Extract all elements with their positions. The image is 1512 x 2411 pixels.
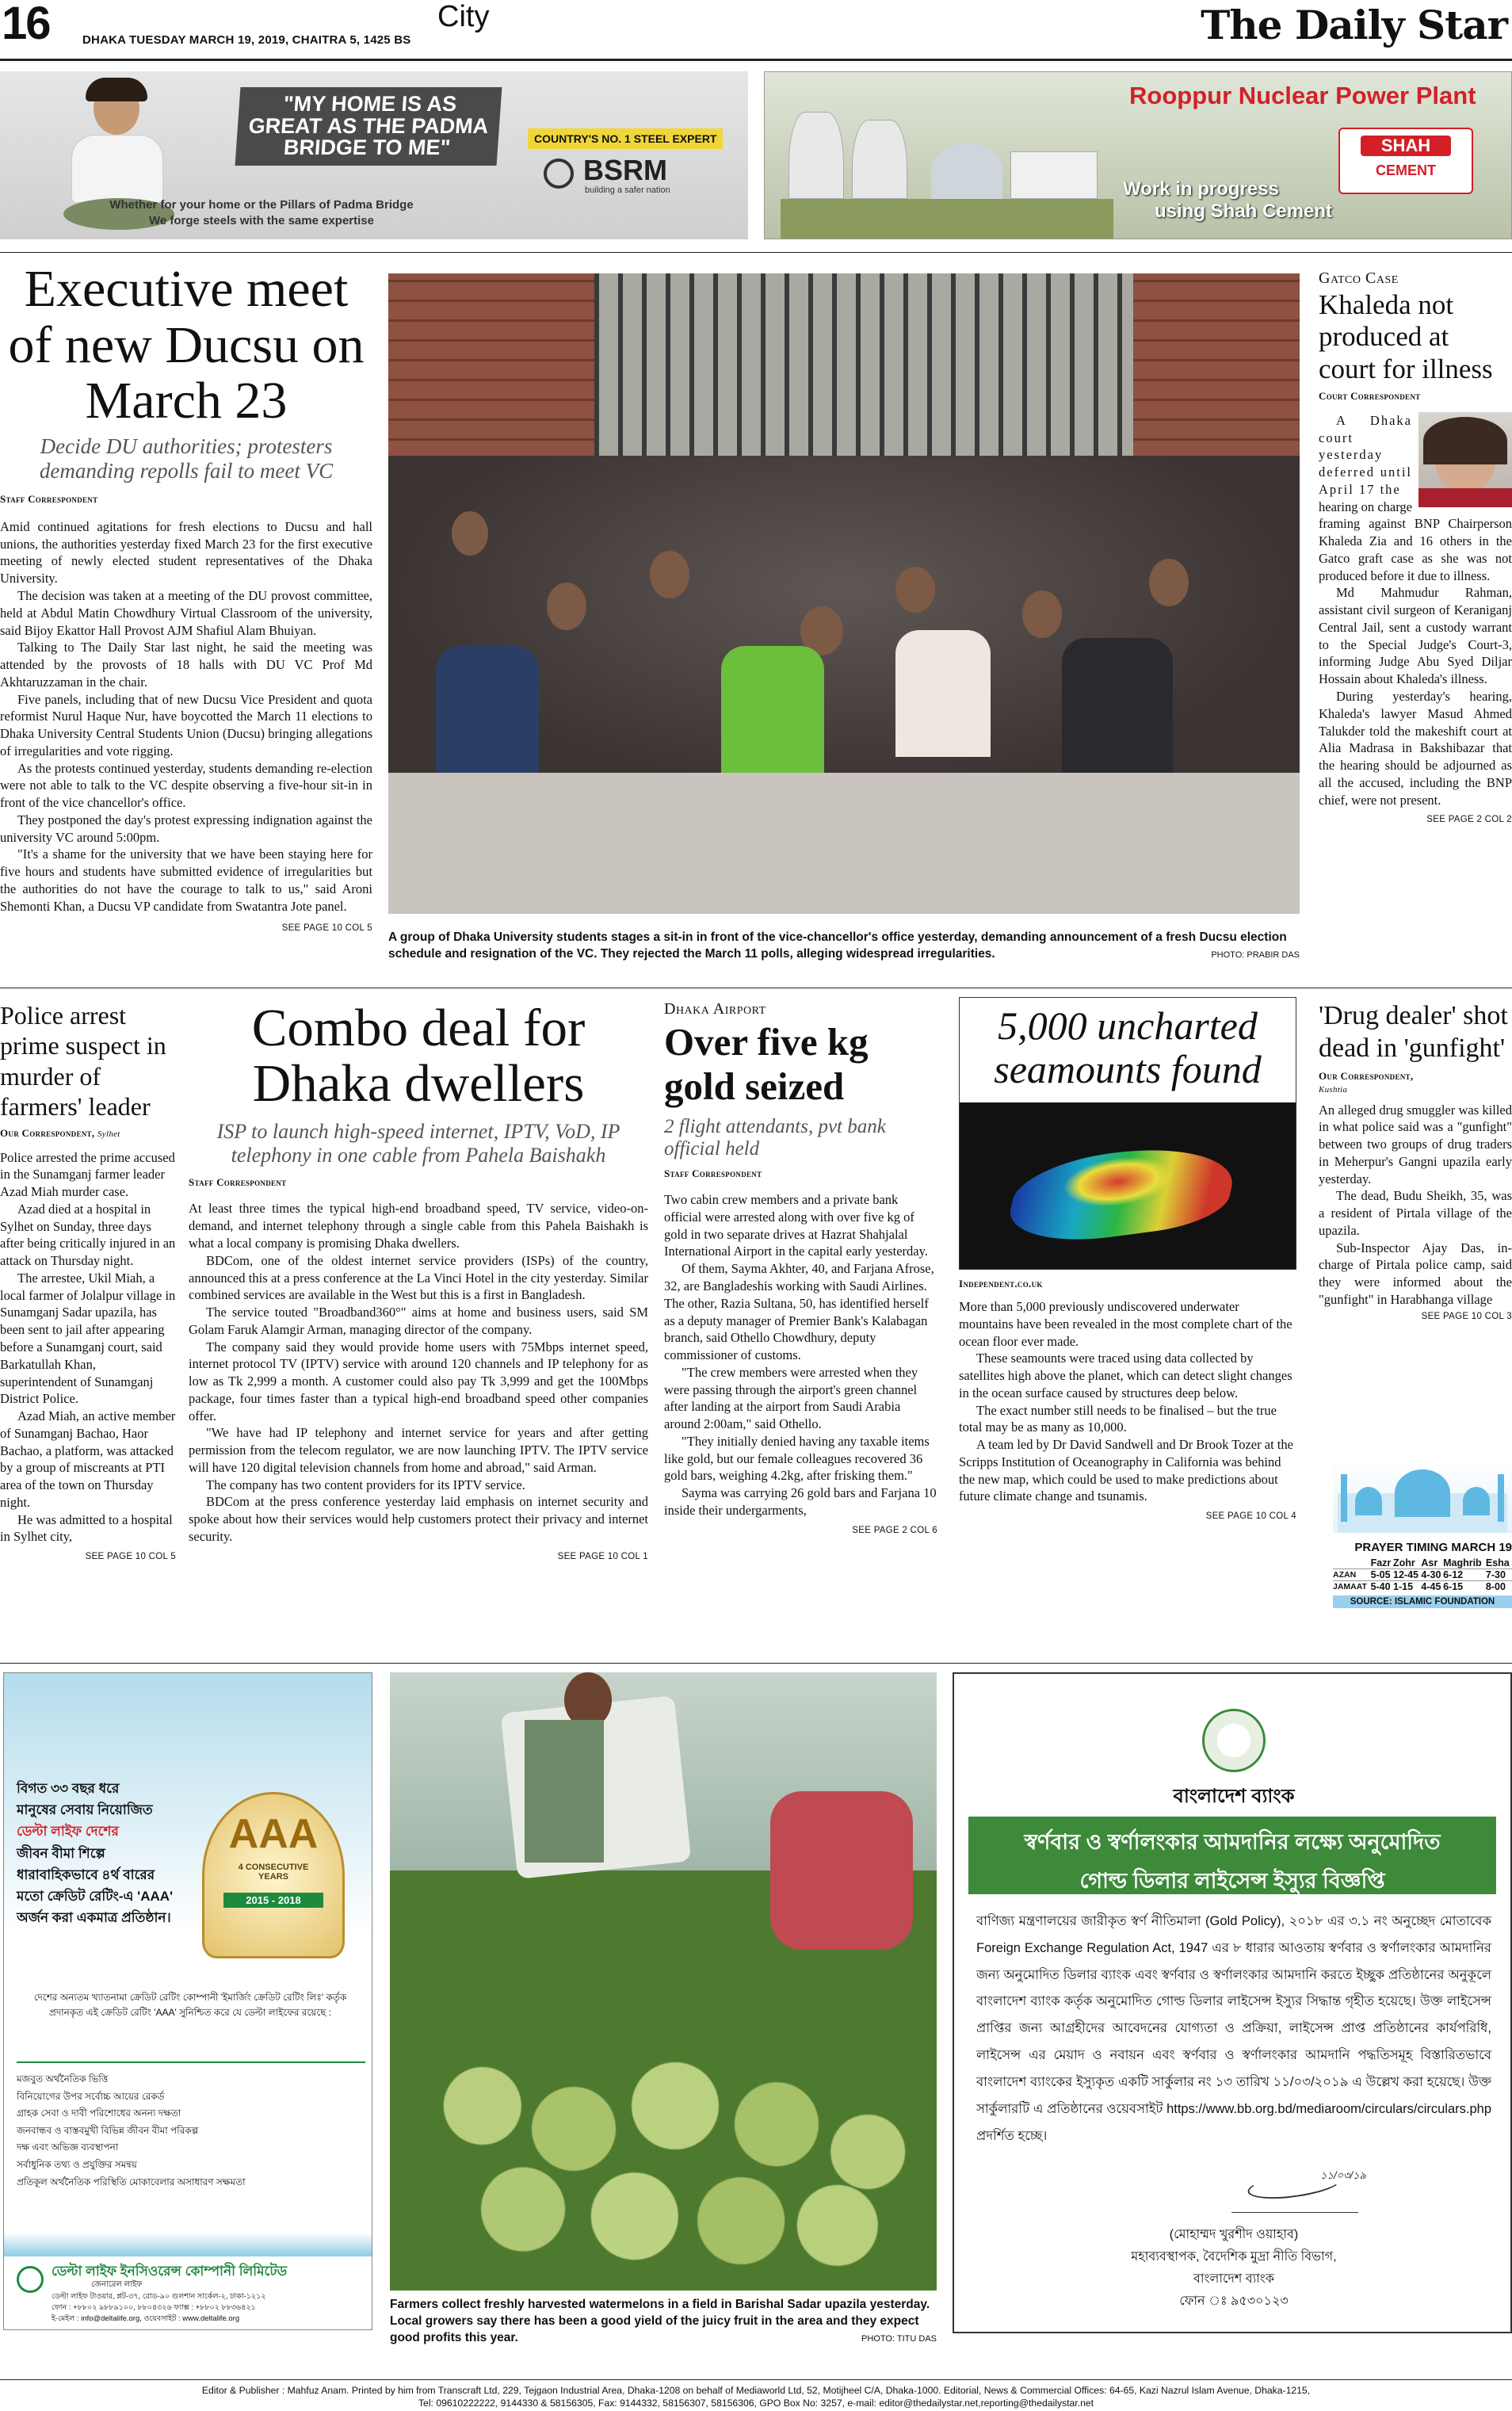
seamounts-headline[interactable]: 5,000 uncharted seamounts found — [994, 1003, 1262, 1091]
imprint-line-1: Editor & Publisher : Mahfuz Anam. Printed by him from Transcraft Ltd, 229, Tejgaon Industrial Area, Dhaka-1208 on behalf of Mediaworld Ltd, 52, Motijheel C/A, Dhaka-1000. Editorial, News & Commercial Offices: 64-65, Kazi Nazrul Islam Avenue, Dhaka-1215, — [201, 2385, 1311, 2396]
lead-paragraph: As the protests continued yesterday, students demanding re-election were not able to talk to the VC despite observing a five-hour sit-in in front of the vice chancellor's office. — [0, 760, 372, 811]
lead-photo-caption — [388, 930, 1300, 963]
combo-body — [189, 1200, 648, 1545]
delta-headline: বিগত ৩৩ বছর ধরে মানুষের সেবায় নিয়োজিত ডেল্টা লাইফ দেশের জীবন বীমা শিল্পে ধারাবাহিকভাবে ৪র্থ বারের মতো ক্রেডিট রেটিং-এ 'AAA' অর্জন করা একমাত্র প্রতিষ্ঠান। — [17, 1781, 174, 1926]
khaleda-body — [1319, 412, 1512, 809]
prayer-time: 4-45 — [1421, 1581, 1441, 1592]
combo-paragraph: The company has two content providers for its IPTV service. — [206, 1477, 525, 1492]
delta-intro: দেশের অন্যতম খ্যাতনামা ক্রেডিট রেটিং কোম্পানী 'ইমার্জিং ক্রেডিট রেটিং লিঃ' কর্তৃক প্রদানকৃত এই ক্রেডিট রেটিং 'AAA' সুনিশ্চিত করে যে ডেল্টা লাইফের রয়েছে : — [33, 1992, 347, 2019]
bangladesh-bank-notice[interactable] — [953, 1672, 1512, 2333]
lead-story — [0, 262, 372, 975]
police-paragraph: The arrestee, Ukil Miah, a local farmer of Jolalpur village in Sunamganj Sadar upazila, has been sent to jail after appearing before a Sunamganj court, said Barkatullah Khan, superintendent of Sunamganj District Police. — [0, 1270, 176, 1407]
imprint-line-2: Tel: 09610222222, 9144330 & 58156305, Fax: 9144332, 58156307, 58156306, GPO Box No: 3257, e-mail: editor@thedailystar.net,reporting@thedailystar.net — [418, 2398, 1094, 2409]
seamounts-continue[interactable]: SEE PAGE 10 COL 4 — [1205, 1511, 1296, 1522]
drug-continue[interactable]: SEE PAGE 10 COL 3 — [1421, 1311, 1512, 1321]
bsrm-footer-2: We forge steels with the same expertise — [149, 214, 374, 227]
prayer-header: Asr — [1421, 1557, 1438, 1568]
drug-paragraph: An alleged drug smuggler was killed in what police said was a "gunfight" between two groups of drug traders in Meherpur's Gangni upazila early yesterday. — [1319, 1102, 1512, 1186]
bsrm-logo: BSRM building a safer nation — [544, 155, 702, 195]
seamounts-body — [959, 1298, 1296, 1505]
mosque-icon — [1333, 1458, 1512, 1533]
watermelon-photo — [390, 1672, 937, 2291]
lead-photo — [388, 273, 1300, 914]
bb-emblem-icon — [1202, 1709, 1266, 1772]
bsrm-badge: COUNTRY'S NO. 1 STEEL EXPERT — [528, 128, 723, 149]
combo-paragraph: The company said they would provide home users with 75Mbps internet speed, internet protocol TV (IPTV) service with around 120 channels and IP telephony for as low as Tk 2,999 a month. A customer could also pay Tk 3,999 and get the 100Mbps package, four times faster than a typical high-end broadband speed other companies offer. — [189, 1339, 648, 1423]
seamounts-paragraph: More than 5,000 previously undiscovered underwater mountains have been revealed in the most complete chart of the ocean floor ever made. — [959, 1299, 1292, 1349]
seamounts-source: Independent.co.uk — [959, 1278, 1043, 1290]
delta-water — [4, 2233, 372, 2256]
prayer-time: 8-00 — [1485, 1581, 1506, 1592]
police-story — [0, 1000, 176, 1634]
prayer-time: 6-12 — [1443, 1569, 1464, 1580]
khaleda-paragraph: hearing on charge framing against BNP Chairperson Khaleda Zia and 16 others in the Gatco graft case as she was not produced before it due to illness. — [1319, 499, 1512, 583]
bb-signature: ১১/০৩/১৯ — [1231, 2165, 1358, 2213]
drug-byline: Our Correspondent, Kushtia — [1319, 1069, 1414, 1095]
drug-paragraph: Sub-Inspector Ajay Das, in-charge of Pirtala police camp, said they were informed about the "gunfight" in Harabhanga village — [1319, 1240, 1512, 1308]
lead-paragraph: "It's a shame for the university that we have been staying here for five hours and students have submitted evidence of irregularities but the authorities do not have the courage to talk to us," said Aroni Shemonti Khan, a Ducsu VP candidate from Swatantra Jote panel. — [0, 846, 372, 914]
gold-headline[interactable]: Over five kg gold seized — [664, 1020, 869, 1109]
khaleda-paragraph-lead: A Dhaka court yesterday deferred until April 17 the — [1319, 412, 1412, 497]
delta-logo-icon — [17, 2266, 44, 2293]
khaleda-portrait — [1418, 412, 1512, 507]
lead-paragraph: Amid continued agitations for fresh elections to Ducsu and hall unions, the authorities yesterday fixed March 23 for the first executive meeting of newly elected student representatives of the Dhaka University. — [0, 518, 372, 587]
lead-subhead: Decide DU authorities; protesters demanding repolls fail to meet VC — [39, 434, 334, 483]
gold-paragraph: Two cabin crew members and a private bank official were arrested along with over five kg of gold in two separate drives at Hazrat Shahjalal International Airport in the capital early yesterday. — [664, 1192, 928, 1259]
bsrm-ad-model — [55, 78, 182, 236]
combo-paragraph: BDCom, one of the oldest internet service providers (ISPs) of the country, announced this at a press conference at the La Vinci Hotel in the city yesterday. Similar combined services are available in the West but this is a first in Bangladesh. — [189, 1252, 648, 1303]
combo-continue[interactable]: SEE PAGE 10 COL 1 — [557, 1551, 648, 1561]
dateline: DHAKA TUESDAY MARCH 19, 2019, CHAITRA 5, 1425 BS — [82, 33, 411, 47]
shah-cement-ad[interactable] — [764, 71, 1512, 239]
drug-paragraph: The dead, Budu Sheikh, 35, was a resident of Pirtala village of the upazila. — [1319, 1188, 1512, 1238]
prayer-source: SOURCE: ISLAMIC FOUNDATION — [1333, 1595, 1512, 1608]
lead-body — [0, 518, 372, 915]
masthead — [0, 0, 1512, 62]
drug-story — [1319, 1000, 1512, 1444]
prayer-title: PRAYER TIMING MARCH 19 — [1354, 1541, 1512, 1554]
shah-logo: SHAH CEMENT — [1338, 128, 1473, 194]
prayer-time: 12-45 — [1393, 1569, 1418, 1580]
gold-paragraph: "They initially denied having any taxable items like gold, but our female colleagues recovered 36 gold bars, weighing 4.2kg, after frisking them." — [664, 1433, 930, 1484]
drug-body — [1319, 1102, 1512, 1309]
gold-paragraph: Of them, Sayma Akhter, 40, and Farjana Afrose, 32, are Bangladeshis working with Saudi Airlines. The other, Razia Sultana, 50, has identified herself as a deputy manager of Premier Bank's Kalabagan branch, said Othello Chowdhury, deputy commissioner of customs. — [664, 1261, 934, 1363]
watermelon-caption — [390, 2297, 937, 2347]
drug-headline[interactable]: 'Drug dealer' shot dead in 'gunfight' — [1319, 1001, 1508, 1063]
lead-paragraph: Five panels, including that of new Ducsu Vice President and quota reformist Nurul Haque Nur, have boycotted the March 11 elections to Dhaka University Central Students Union (Ducsu) bringing allegations of irregularities and vote rigging. — [0, 691, 372, 758]
gold-byline: Staff Correspondent — [664, 1167, 762, 1180]
prayer-time: 4-30 — [1421, 1569, 1441, 1580]
prayer-timing — [1333, 1458, 1512, 1652]
khaleda-kicker: Gatco Case — [1319, 269, 1399, 287]
lead-paragraph: They postponed the day's protest expressing indignation against the university VC around 5:00pm. — [0, 812, 372, 845]
seamounts-story — [959, 997, 1296, 1631]
page-number: 16 — [2, 0, 50, 49]
prayer-time: 1-15 — [1393, 1581, 1414, 1592]
seamount-map — [960, 1102, 1296, 1269]
lead-paragraph: Talking to The Daily Star last night, he said the meeting was attended by the provosts of 18 halls with DU VC Prof Md Akhtaruzzaman in the chair. — [0, 640, 372, 690]
bsrm-footer-1: Whether for your home or the Pillars of Padma Bridge — [109, 198, 414, 212]
lead-photo-credit: PHOTO: PRABIR DAS — [1211, 950, 1300, 960]
gold-story — [664, 1000, 937, 1634]
khaleda-headline[interactable]: Khaleda not produced at court for illness — [1319, 289, 1493, 384]
prayer-time: 5-40 — [1370, 1581, 1391, 1592]
prayer-header: Esha — [1485, 1557, 1510, 1568]
power-plant-illustration — [781, 96, 1113, 239]
police-paragraph: Azad Miah, an active member of Sunamganj Bachao, Haor Bachao, a platform, was attacked by a group of miscreants at PTI area of the town on Thursday night. — [0, 1408, 176, 1510]
aaa-badge: AAA 4 CONSECUTIVE YEARS 2015 - 2018 — [202, 1792, 345, 1958]
combo-story — [189, 1000, 648, 1634]
police-byline: Our Correspondent, Sylhet — [0, 1126, 120, 1139]
bb-body: বাণিজ্য মন্ত্রণালয়ের জারীকৃত স্বর্ণ নীতিমালা (Gold Policy), ২০১৮ এর ৩.১ নং অনুচ্ছেদ মোতাবেক Foreign Exchange Regulation Act, 1947 এর ৮ ধারার আওতায় স্বর্ণবার ও স্বর্ণালংকার আমদানির জন্য অনুমোদিত ডিলার ব্যাংক এবং স্বর্ণবার ও স্বর্ণালংকার আমদানি করতে ইচ্ছুক প্রতিষ্ঠানের অনুকূলে বাংলাদেশ ব্যাংক কর্তৃক অনুমোদিত গোল্ড ডিলার লাইসেন্স ইস্যুর সিদ্ধান্ত গৃহীত হয়েছে। উক্ত লাইসেন্স প্রাপ্তির জন্য আগ্রহীদের আবেদনের যোগ্যতা ও প্রক্রিয়া, লাইসেন্স প্রাপ্ত প্রতিষ্ঠানের কার্যপরিধি, লাইসেন্স এর মেয়াদ ও নবায়ন এবং স্বর্ণবার ও স্বর্ণালংকার আমদানি পদ্ধতিসমূহ বিস্তারিতভাবে বাংলাদেশ ব্যাংকের ইস্যুকৃত একটি সার্কুলার নং ১৩ তারিখ ১১/০৩/২০১৯ এ উল্লেখ করা হয়েছে। উক্ত সার্কুলারটি এ প্রতিষ্ঠানের ওয়েবসাইট https://www.bb.org.bd/mediaroom/circulars/circulars.php প্রদর্শিত হচ্ছে। — [976, 1914, 1491, 2143]
police-paragraph: He was admitted to a hospital in Sylhet city, — [0, 1511, 173, 1545]
lead-paragraph: The decision was taken at a meeting of the DU provost committee, held at Abdul Matin Chowdhury Virtual Classroom of the university, said Bijoy Ekattor Hall Provost AJM Shafiul Alam Bhuiyan. — [0, 587, 372, 638]
khaleda-paragraph: Md Mahmudur Rahman, assistant civil surgeon of Keraniganj Central Jail, sent a custody warrant to the Special Judge's Court-3, informing Judge Abu Syed Diljar Hossain about Khaleda's illness. — [1319, 585, 1512, 687]
section-name: City — [437, 0, 490, 33]
prayer-time: 7-30 — [1485, 1569, 1506, 1580]
gold-body — [664, 1191, 937, 1519]
lead-caption-text: A group of Dhaka University students stages a sit-in in front of the vice-chancellor's office yesterday, demanding announcement of a fresh Ducsu election schedule and resignation of the VC. They rejected the March 11 polls, alleging widespread irregularities. — [388, 930, 1287, 961]
prayer-row-label: JAMAAT — [1333, 1582, 1367, 1591]
delta-points: মজবুত অর্থনৈতিক ভিত্তি বিনিয়োগের উপর সর্বোচ্চ আয়ের রেকর্ড গ্রাহক সেবা ও দাবী পরিশোধের অনন্য দক্ষতা জনবান্ধব ও বাস্তবমুখী বিভিন্ন জীবন বীমা পরিকল্প দক্ষ এবং অভিজ্ঞ ব্যবস্থাপনা সর্বাধুনিক তথ্য ও প্রযুক্তির সমন্বয় প্রতিকূল অর্থনৈতিক পরিস্থিতি মোকাবেলার অসাধারণ সক্ষমতা — [17, 2061, 365, 2191]
seamounts-box — [959, 997, 1296, 1270]
shah-line-1: Work in progress — [1123, 178, 1279, 200]
prayer-table — [1333, 1557, 1512, 1592]
police-continue[interactable]: SEE PAGE 10 COL 5 — [85, 1552, 176, 1562]
prayer-time: 6-15 — [1443, 1581, 1464, 1592]
combo-byline: Staff Correspondent — [189, 1176, 287, 1189]
watermelon-photo-credit: PHOTO: TITU DAS — [861, 2333, 937, 2344]
shah-title: Rooppur Nuclear Power Plant — [1129, 82, 1476, 109]
seamounts-paragraph: These seamounts were traced using data collected by satellites high above the planet, which can detect slight changes in the ocean surface caused by structures deep below. — [959, 1351, 1292, 1400]
watermelon-caption-text: Farmers collect freshly harvested watermelons in a field in Barishal Sadar upazila yesterday. Local growers say there has been a good yield of the juicy fruit in the area and they expect good profits this year. — [390, 2298, 930, 2344]
prayer-header: Zohr — [1393, 1557, 1415, 1568]
combo-subhead: ISP to launch high-speed internet, IPTV, VoD, IP telephony in one cable from Pahela Baishakh — [216, 1119, 620, 1167]
lead-headline[interactable]: Executive meet of new Ducsu on March 23 — [8, 260, 365, 430]
gold-paragraph: Sayma was carrying 26 gold bars and Farjana 10 inside their undergarments, — [664, 1485, 937, 1518]
bb-title-band: স্বর্ণবার ও স্বর্ণালংকার আমদানির লক্ষ্যে অনুমোদিত গোল্ড ডিলার লাইসেন্স ইস্যুর বিজ্ঞপ্তি — [968, 1817, 1496, 1894]
bb-signer: (মোহাম্মদ খুরশীদ ওয়াহাব) মহাব্যবস্থাপক, বৈদেশিক মুদ্রা নীতি বিভাগ, বাংলাদেশ ব্যাংক ফোন ঃ ৯৫৩০১২৩ — [1131, 2228, 1337, 2308]
bsrm-quote: "MY HOME IS AS GREAT AS THE PADMA BRIDGE TO ME" — [235, 87, 502, 166]
gold-subhead: 2 flight attendants, pvt bank official held — [664, 1115, 886, 1160]
bb-org: বাংলাদেশ ব্যাংক — [1173, 1786, 1295, 1807]
khaleda-continue[interactable]: SEE PAGE 2 COL 2 — [1426, 815, 1512, 825]
police-paragraph: Police arrested the prime accused in the Sunamganj farmer leader Azad Miah murder case. — [0, 1149, 175, 1200]
gold-paragraph: "The crew members were arrested when they were passing through the airport's green channel after landing at the airport from Saudi Arabia around 2:00am," said Othello. — [664, 1364, 918, 1432]
combo-paragraph: At least three times the typical high-end broadband speed, TV service, video-on-demand, and internet telephony through a single cable from this Pahela Baishakh is what a local company is promising Dhaka dwellers. — [189, 1201, 648, 1251]
bsrm-ad[interactable] — [0, 71, 748, 239]
gold-kicker: Dhaka Airport — [664, 1000, 766, 1018]
police-body — [0, 1149, 176, 1546]
paper-logo[interactable]: The Daily Star — [1201, 2, 1507, 48]
delta-footer: ডেল্টা লাইফ ইনসিওরেন্স কোম্পানী লিমিটেড জেনারেল লাইফ ডেল্টা লাইফ টাওয়ার, প্লট-৩৭, রোড-৯০ গুলশান সার্কেল-২, ঢাকা-১২১২ ফোন : +৮৮০২ ৯৮৮৯১০০, ৮৮০৪৩২৬ ফ্যাক্স : +৮৮০২ ৮৮৩৬৪২১ ই-মেইল : info@deltalife.org, ওয়েবসাইট : www.deltalife.org — [4, 2256, 372, 2330]
police-headline[interactable]: Police arrest prime suspect in murder of farmers' leader — [0, 1001, 166, 1121]
seamounts-paragraph: The exact number still needs to be finalised – but the true total may be as many as 10,000. — [959, 1402, 1277, 1435]
combo-paragraph: "We have had IP telephony and internet service for years and after getting permission from the telecom regulator, we are now launching IPTV. The IPTV service will have 120 digital television channels from home and abroad," said Arman. — [189, 1425, 648, 1475]
police-paragraph: Azad died at a hospital in Sylhet on Sunday, three days after being critically injured in an attack on Thursday night. — [0, 1201, 176, 1269]
seamounts-paragraph: A team led by Dr David Sandwell and Dr Brook Tozer at the Scripps Institution of Oceanography in California was behind the new map, which could be used to make predictions about future climate change and tsunamis. — [959, 1437, 1293, 1504]
prayer-time: 5-05 — [1370, 1569, 1391, 1580]
combo-paragraph: The service touted "Broadband360°" aims at home and business users, said SM Golam Faruk Alamgir Arman, managing director of the company. — [189, 1305, 648, 1337]
prayer-row-label: AZAN — [1333, 1570, 1357, 1580]
khaleda-byline: Court Correspondent — [1319, 389, 1421, 402]
delta-life-ad[interactable] — [3, 1672, 372, 2330]
combo-headline[interactable]: Combo deal for Dhaka dwellers — [251, 999, 586, 1114]
gold-continue[interactable]: SEE PAGE 2 COL 6 — [852, 1525, 937, 1535]
combo-paragraph: BDCom at the press conference yesterday laid emphasis on internet security and spoke about how their services would help customers protect their privacy and internet security. — [189, 1494, 648, 1545]
lead-continue[interactable]: SEE PAGE 10 COL 5 — [281, 923, 372, 933]
shah-line-2: using Shah Cement — [1155, 201, 1333, 222]
khaleda-story — [1319, 269, 1512, 975]
prayer-header: Maghrib — [1443, 1557, 1482, 1568]
prayer-header: Fazr — [1370, 1557, 1392, 1568]
khaleda-paragraph: During yesterday's hearing, Khaleda's lawyer Masud Ahmed Talukder told the makeshift court at Alia Madrasa in Bakshibazar that the hearing should be adjourned as all the accused, including the BNP chief, were not present. — [1319, 689, 1512, 808]
imprint-footer — [0, 2384, 1512, 2410]
lead-byline: Staff Correspondent — [0, 492, 98, 505]
